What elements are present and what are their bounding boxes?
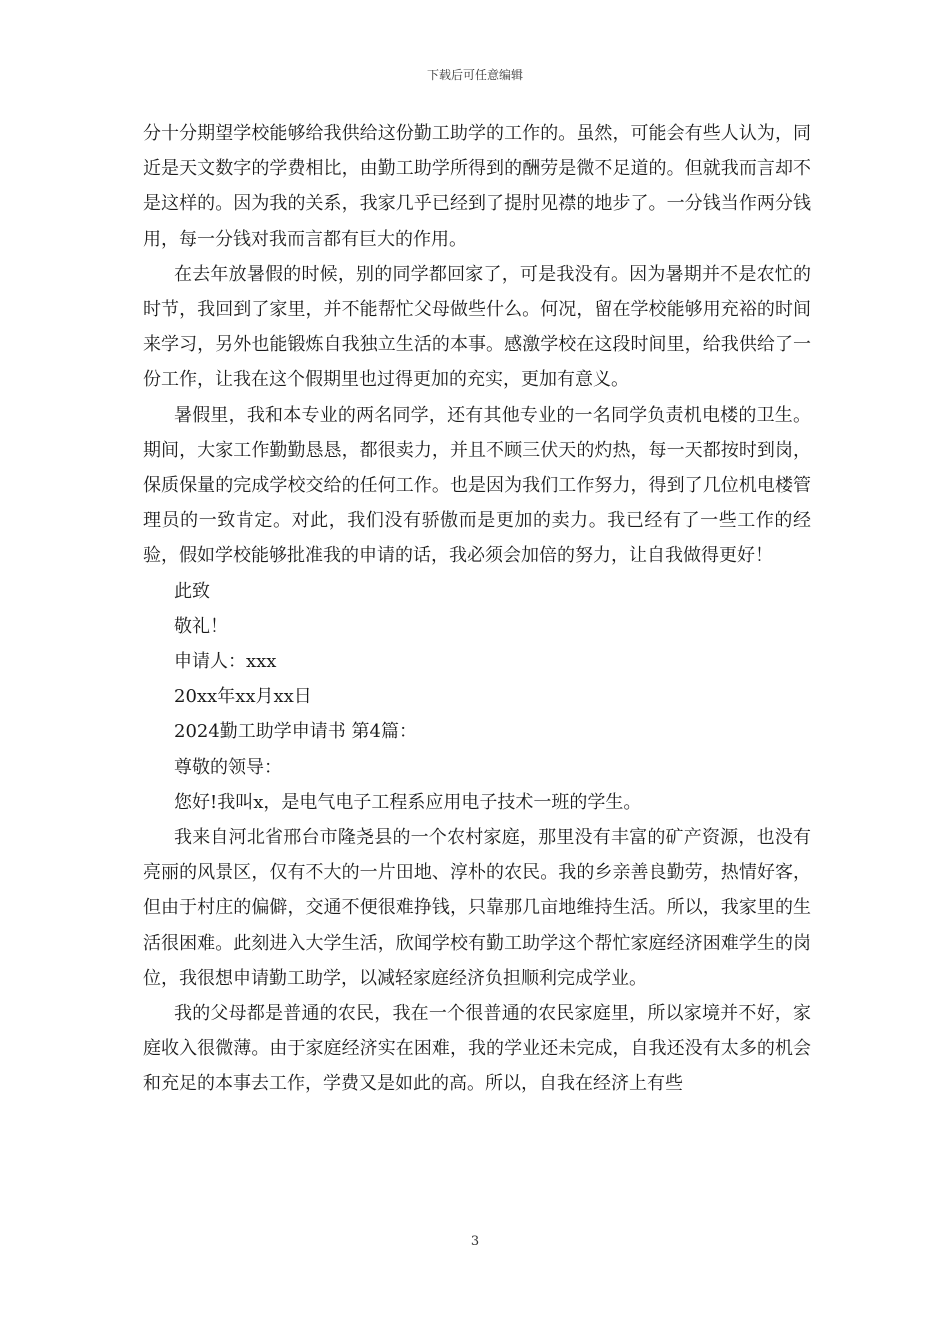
closing-salutation: 此致: [174, 580, 210, 602]
document-body: [143, 116, 811, 1102]
paragraph: 我的父母都是普通的农民，我在一个很普通的农民家庭里，所以家境并不好，家庭收入很微薄。由于家庭经济实在困难，我的学业还未完成，自我还没有太多的机会和充足的本事去工作，学费又是如此的高。所以，自我在经济上有些: [143, 1003, 811, 1095]
page-number: 3: [470, 1234, 480, 1249]
page-header: 下载后可任意编辑: [426, 68, 523, 82]
greeting: 尊敬的领导：: [174, 756, 282, 778]
section-title: 2024勤工助学申请书 第4篇：: [174, 721, 417, 743]
paragraph: 分十分期望学校能够给我供给这份勤工助学的工作的。虽然，可能会有些人认为，同近是天文数字的学费相比，由勤工助学所得到的酬劳是微不足道的。但就我而言却不是这样的。因为我的关系，我家几乎已经到了提肘见襟的地步了。一分钱当作两分钱用，每一分钱对我而言都有巨大的作用。: [143, 123, 811, 250]
applicant-line: 申请人：xxx: [174, 651, 277, 673]
closing-respect: 敬礼！: [174, 615, 228, 637]
date-line: 20xx年xx月xx日: [174, 686, 312, 708]
self-introduction: 您好!我叫x，是电气电子工程系应用电子技术一班的学生。: [174, 791, 642, 813]
paragraph: 我来自河北省邢台市隆尧县的一个农村家庭，那里没有丰富的矿产资源，也没有亮丽的风景区，仅有不大的一片田地、淳朴的农民。我的乡亲善良勤劳，热情好客，但由于村庄的偏僻，交通不便很难挣钱，只靠那几亩地维持生活。所以，我家里的生活很困难。此刻进入大学生活，欣闻学校有勤工助学这个帮忙家庭经济困难学生的岗位，我很想申请勤工助学，以减轻家庭经济负担顺利完成学业。: [143, 827, 811, 989]
paragraph: 在去年放暑假的时候，别的同学都回家了，可是我没有。因为暑期并不是农忙的时节，我回到了家里，并不能帮忙父母做些什么。何况，留在学校能够用充裕的时间来学习，另外也能锻炼自我独立生活的本事。感激学校在这段时间里，给我供给了一份工作，让我在这个假期里也过得更加的充实，更加有意义。: [143, 263, 811, 391]
paragraph: 暑假里，我和本专业的两名同学，还有其他专业的一名同学负责机电楼的卫生。期间，大家工作勤勤恳恳，都很卖力，并且不顾三伏天的灼热，每一天都按时到岗，保质保量的完成学校交给的任何工作。也是因为我们工作努力，得到了几位机电楼管理员的一致肯定。对此，我们没有骄傲而是更加的卖力。我已经有了一些工作的经验，假如学校能够批准我的申请的话，我必须会加倍的努力，让自我做得更好！: [143, 404, 811, 567]
